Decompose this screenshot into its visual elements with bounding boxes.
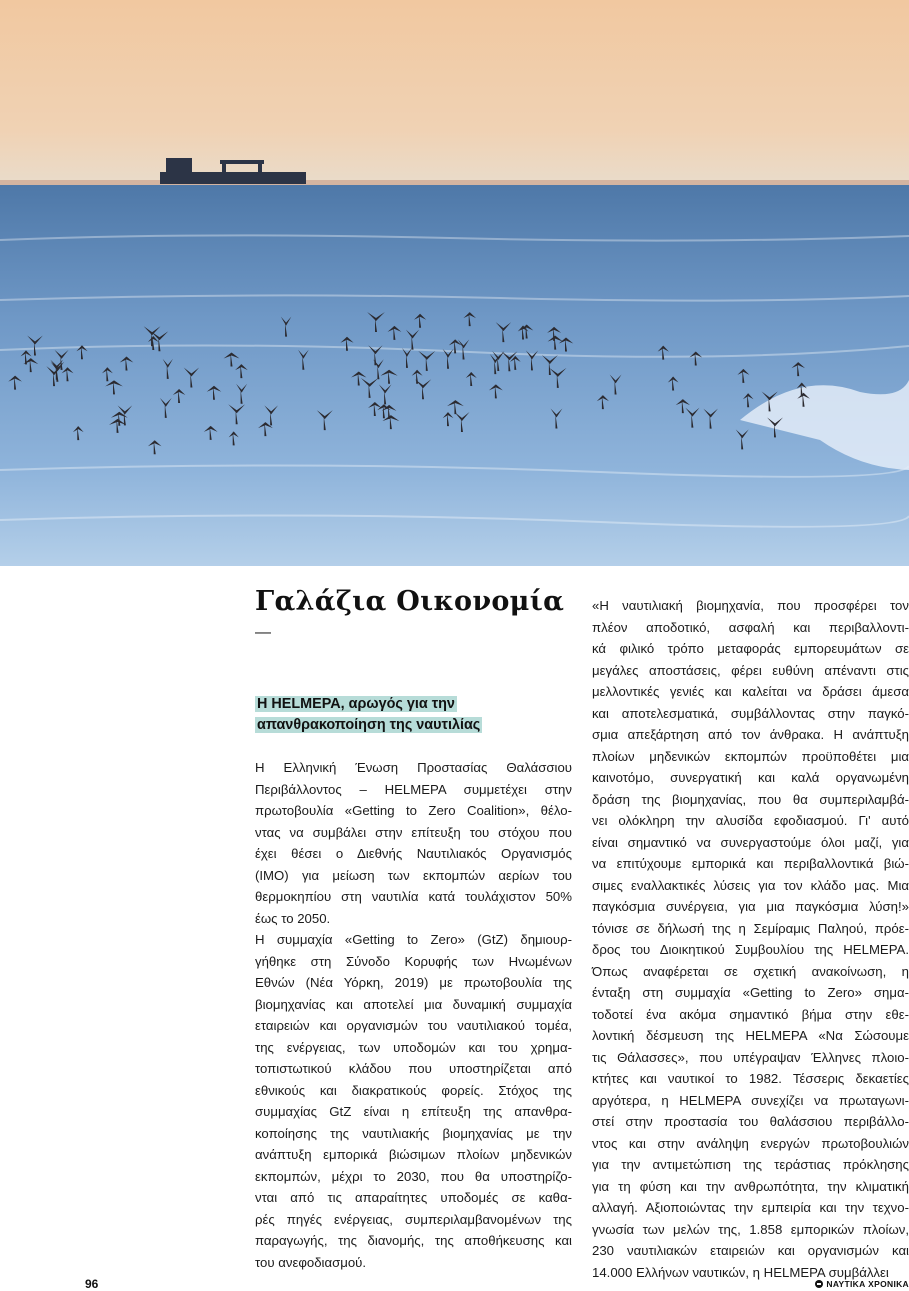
- text-line: για τη φύση και την ανθρωπότητα, την κλιματική: [592, 1178, 909, 1194]
- text-line: συμμαχίας GtZ είναι η επίτευξη της απανθρα-: [255, 1104, 572, 1119]
- text-line: καινοτόμο, συνεργατική και καλά οργανωμένη: [592, 770, 909, 785]
- text-line: τοπιστωτικού κλάδου που υποστηρίζεται από: [255, 1061, 572, 1076]
- text-line: τόνισε σε δήλωσή της η Σεμίραμις Παληού, πρόε-: [592, 920, 909, 936]
- text-line: για την αντιμετώπιση της τεράστιας πρόκλησης: [592, 1157, 909, 1172]
- text-line: Η συμμαχία «Getting to Zero» (GtZ) δημιουρ-: [255, 932, 572, 947]
- text-line: νται από τις απαραίτητες υποδομές σε καθα-: [255, 1190, 572, 1205]
- text-line: έχει θέσει ο Διεθνής Ναυτιλιακός Οργανισμός: [255, 846, 572, 861]
- magazine-logo-icon: [815, 1280, 823, 1288]
- text-line: Περιβάλλοντος – HELMEPA συμμετέχει στην: [255, 781, 572, 797]
- text-line: κοποίησης της ναυτιλιακής βιομηχανίας με την: [255, 1125, 572, 1141]
- text-line: 14.000 Ελλήνων ναυτικών, η HELMEPA συμβάλλει: [592, 1264, 889, 1280]
- title-dash: —: [255, 624, 271, 641]
- text-line: πλέον αποδοτικό, ασφαλή και περιβαλλοντι-: [592, 619, 909, 635]
- page-number: 96: [85, 1277, 99, 1291]
- text-line: μελλοντικές γενιές και καλείται να δράσει άμεσα: [592, 684, 909, 699]
- text-line: είναι σημαντικό να συνεργαστούμε όλοι μαζί, για: [592, 834, 909, 850]
- text-line: γνωσία των μελών της, 1.858 εμπορικών πλοίων,: [592, 1221, 909, 1237]
- text-line: αλλαγή. Αξιοποιώντας την εμπειρία και την τεχνο-: [592, 1200, 909, 1215]
- text-line: Όπως αναφέρεται σε σχετική ανακοίνωση, η: [592, 963, 909, 979]
- text-line: Εθνών (Νέα Υόρκη, 2019) με πρωτοβουλία της: [255, 975, 572, 990]
- text-line: ρές πηγές ενέργειας, συμπεριλαμβανομένων της: [255, 1211, 572, 1227]
- subtitle-line-1: Η HELMEPA, αρωγός για την: [257, 696, 455, 712]
- text-line: Η Ελληνική Ένωση Προστασίας Θαλάσσιου: [255, 760, 572, 775]
- article-column-2: [592, 595, 909, 1283]
- text-line: παγκόσμια συνέργεια, για μια παγκόσμια λύση!»: [592, 899, 909, 914]
- text-line: εκπομπών, μέχρι το 2030, που θα υποστηρίζο-: [255, 1168, 572, 1184]
- text-line: (IMO) για μείωση των εκπομπών αερίων του: [255, 867, 572, 883]
- text-line: νει ολόκληρη την αλυσίδα εφοδιασμού. Γι' αυτό: [592, 813, 909, 828]
- subtitle-line-2: απανθρακοποίηση της ναυτιλίας: [257, 717, 481, 733]
- text-line: ένταξη στη συμμαχία «Getting to Zero» σημα-: [592, 985, 909, 1000]
- text-line: γήθηκε στη Σύνοδο Κορυφής των Ηνωμένων: [255, 953, 572, 969]
- text-line: εταιρειών και οργανισμών του ναυτιλιακού τομέα,: [255, 1018, 572, 1033]
- text-line: δρος του Διοικητικού Συμβουλίου της HELMEPA.: [592, 942, 909, 957]
- text-line: εθνικούς και διακρατικούς φορείς. Στόχος της: [255, 1082, 572, 1098]
- text-line: 230 ναυτιλιακών εταιρειών και οργανισμών και: [592, 1243, 909, 1258]
- magazine-brand: [815, 1279, 909, 1289]
- text-line: «Η ναυτιλιακή βιομηχανία, που προσφέρει τον: [592, 598, 909, 613]
- text-line: και αποτελεσματικά, συμβάλλοντας στην παγκό-: [592, 705, 909, 721]
- text-line: πλοίων μηδενικών εκπομπών προϋποθέτει μια: [592, 748, 909, 764]
- article-column-1: [255, 757, 572, 1273]
- text-line: τοδοτεί ένα ακόμα σημαντικό βήμα στην εθε-: [592, 1006, 909, 1022]
- text-line: σμια απεξάρτηση από τον άνθρακα. Η ανάπτυξη: [592, 727, 909, 742]
- section-title: Γαλάζια Οικονομία: [255, 586, 565, 617]
- brand-name: ΝΑΥΤΙΚΑ ΧΡΟΝΙΚΑ: [826, 1279, 909, 1289]
- text-line: να επιτύχουμε εμπορικά και περιβαλλοντικά βιώ-: [592, 856, 909, 871]
- text-line: λοντική δέσμευση της HELMEPA «Να Σώσουμε: [592, 1028, 909, 1043]
- text-line: πρωτοβουλία «Getting to Zero Coalition», θέλο-: [255, 803, 572, 818]
- text-line: κτήτες και ναυτικοί το 1982. Τέσσερις δεκαετίες: [592, 1071, 909, 1086]
- text-line: μεγάλες αποστάσεις, φέρει ευθύνη απέναντι στις: [592, 662, 909, 678]
- text-line: του ανεφοδιασμού.: [255, 1254, 367, 1270]
- text-line: αργότερα, η HELMEPA συνεχίζει να πρωταγωνι-: [592, 1092, 909, 1108]
- text-line: έως το 2050.: [255, 910, 331, 926]
- text-line: ντας να συμβάλει στην επίτευξη του στόχου που: [255, 824, 572, 840]
- text-line: κά φιλικό τρόπο μεταφοράς εμπορευμάτων σε: [592, 641, 909, 656]
- text-line: θερμοκηπίου στη ναυτιλία κατά τουλάχιστον 50%: [255, 889, 572, 904]
- text-line: δράση της βιομηχανίας, που θα συμπεριλαμβά-: [592, 791, 909, 807]
- text-line: τις Θάλασσες», που υπέγραψαν Έλληνες πλοιο-: [592, 1049, 909, 1065]
- text-line: ντος και στην ανάληψη ενεργών πρωτοβουλιών: [592, 1135, 909, 1151]
- text-line: παραγωγής, της διανομής, της αποθήκευσης και: [255, 1233, 572, 1248]
- article-subtitle: [255, 694, 495, 736]
- text-line: της ενέργειας, των υποδομών και του χρημα-: [255, 1039, 572, 1055]
- text-line: βιομηχανίας και αποτελεί μια δυναμική συμμαχία: [255, 996, 572, 1012]
- text-line: ανάπτυξη εμπορικά βιώσιμων πλοίων μηδενικών: [255, 1147, 572, 1162]
- text-line: στεί στην προστασία του θαλάσσιου περιβάλλο-: [592, 1114, 909, 1129]
- seascape-photo: [0, 0, 909, 566]
- text-line: σιμες εναλλακτικές λύσεις για τον κλάδο μας. Μια: [592, 877, 909, 893]
